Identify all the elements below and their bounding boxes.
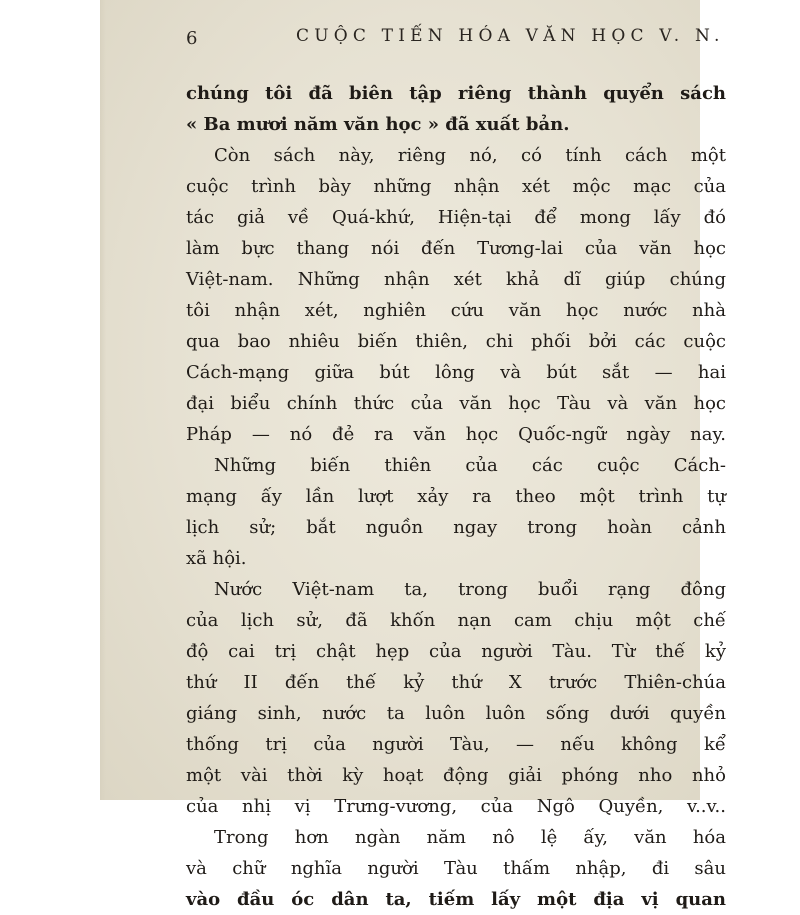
text-line: chúng tôi đã biên tập riêng thành quyển sách (186, 83, 726, 104)
text-line: thứ II đến thế kỷ thứ X trước Thiên-chúa (186, 672, 726, 693)
text-line: Cách-mạng giữa bút lông và bút sắt — hai (186, 362, 726, 383)
text-line: một vài thời kỳ hoạt động giải phóng nho nhỏ (186, 765, 726, 786)
text-line: vào đầu óc dân ta, tiếm lấy một địa vị quan (186, 889, 726, 910)
text-line: cuộc trình bày những nhận xét mộc mạc của (186, 176, 726, 197)
text-line: qua bao nhiêu biến thiên, chi phối bởi các cuộc (186, 331, 726, 352)
body-text (186, 78, 726, 915)
text-line: « Ba mươi năm văn học » đã xuất bản. (186, 114, 570, 135)
text-line: Nước Việt-nam ta, trong buổi rạng đông (214, 579, 726, 600)
text-line: tác giả về Quá-khứ, Hiện-tại để mong lấy đó (186, 207, 726, 228)
text-line: Còn sách này, riêng nó, có tính cách một (214, 145, 726, 166)
page-edge-shadow (100, 0, 106, 800)
running-title: CUỘC TIẾN HÓA VĂN HỌC V. N. (296, 26, 725, 46)
text-line: của nhị vị Trưng-vương, của Ngô Quyền, v..v.. (186, 796, 726, 817)
text-line: thống trị của người Tàu, — nếu không kể (186, 734, 726, 755)
text-line: độ cai trị chật hẹp của người Tàu. Từ thế kỷ (186, 641, 726, 662)
text-line: lịch sử; bắt nguồn ngay trong hoàn cảnh (186, 517, 726, 538)
page-header (186, 26, 726, 50)
text-line: xã hội. (186, 548, 247, 569)
book-page (100, 0, 726, 910)
text-line: tôi nhận xét, nghiên cứu văn học nước nhà (186, 300, 726, 321)
text-line: Trong hơn ngàn năm nô lệ ấy, văn hóa (214, 827, 726, 848)
text-line: đại biểu chính thức của văn học Tàu và văn học (186, 393, 726, 414)
text-line: Những biến thiên của các cuộc Cách- (214, 455, 726, 476)
page-number: 6 (186, 28, 198, 49)
text-line: Pháp — nó đẻ ra văn học Quốc-ngữ ngày nay. (186, 424, 726, 445)
text-line: của lịch sử, đã khốn nạn cam chịu một chế (186, 610, 726, 631)
text-line: và chữ nghĩa người Tàu thấm nhập, đi sâu (186, 858, 726, 879)
text-line: làm bực thang nói đến Tương-lai của văn học (186, 238, 726, 259)
text-line: mạng ấy lần lượt xảy ra theo một trình tự (186, 486, 726, 507)
text-line: giáng sinh, nước ta luôn luôn sống dưới quyền (186, 703, 726, 724)
text-line: Việt-nam. Những nhận xét khả dĩ giúp chúng (186, 269, 726, 290)
